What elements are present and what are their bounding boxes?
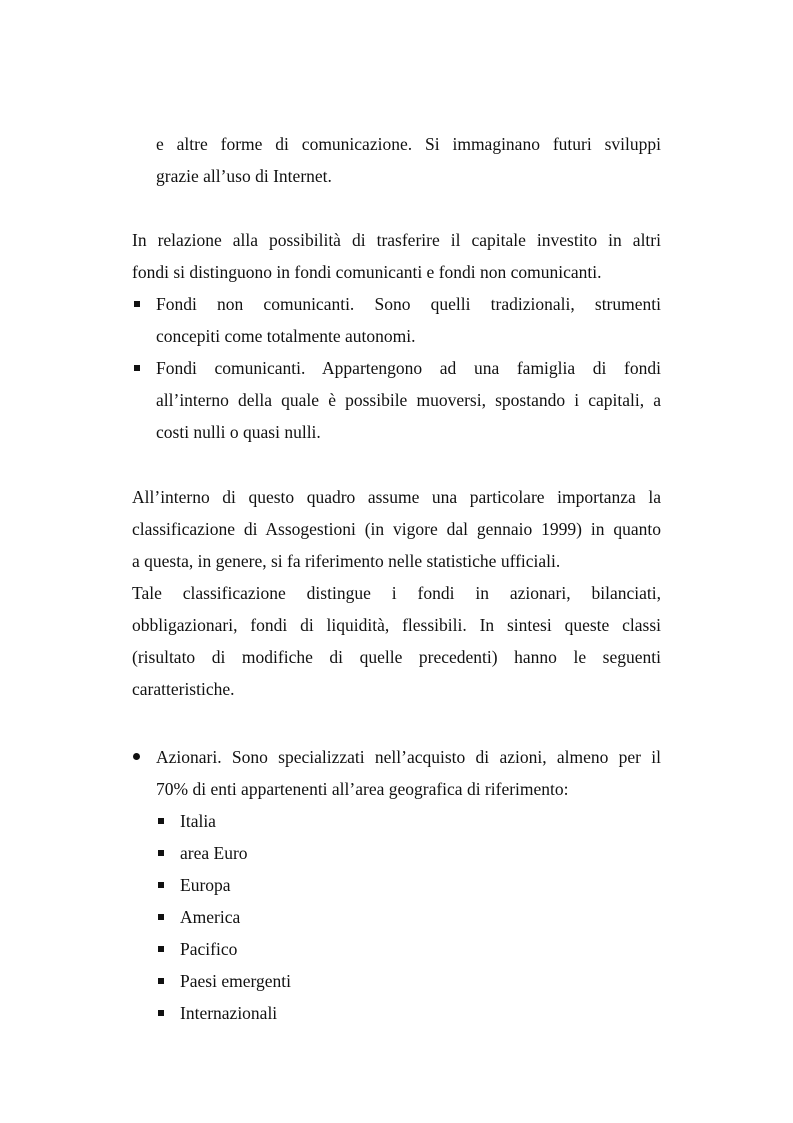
list-item bbox=[156, 901, 456, 933]
continuation-text bbox=[132, 128, 661, 192]
list-item bbox=[156, 933, 456, 965]
list-item bbox=[132, 741, 661, 805]
list-item bbox=[156, 837, 456, 869]
paragraph-communicating-funds bbox=[132, 224, 661, 288]
text-line: In relazione alla possibilità di trasferire il capitale investito in altri bbox=[132, 230, 661, 250]
bullet-list-fund-types bbox=[132, 288, 661, 448]
area-label: America bbox=[180, 907, 241, 927]
text-line: 70% di enti appartenenti all’area geografica di riferimento: bbox=[156, 779, 569, 799]
square-bullet-icon bbox=[134, 365, 140, 371]
text-line: e altre forme di comunicazione. Si immaginano futuri sviluppi bbox=[156, 134, 661, 154]
list-item bbox=[132, 288, 661, 352]
area-label: Italia bbox=[180, 811, 216, 831]
text-line: Fondi non comunicanti. Sono quelli tradizionali, strumenti bbox=[156, 294, 661, 314]
square-bullet-icon bbox=[158, 818, 164, 824]
text-line: concepiti come totalmente autonomi. bbox=[156, 326, 416, 346]
text-line: fondi si distinguono in fondi comunicanti e fondi non comunicanti. bbox=[132, 262, 602, 282]
square-bullet-icon bbox=[158, 882, 164, 888]
square-bullet-icon bbox=[158, 1010, 164, 1016]
area-label: area Euro bbox=[180, 843, 248, 863]
square-bullet-icon bbox=[134, 301, 140, 307]
square-bullet-icon bbox=[158, 850, 164, 856]
round-bullet-icon bbox=[133, 753, 140, 760]
paragraph-assogestioni bbox=[132, 481, 661, 705]
text-line: classificazione di Assogestioni (in vigore dal gennaio 1999) in quanto bbox=[132, 519, 661, 539]
list-item bbox=[156, 997, 456, 1029]
bullet-azionari bbox=[132, 741, 661, 805]
text-line: Azionari. Sono specializzati nell’acquisto di azioni, almeno per il bbox=[156, 747, 661, 767]
list-item bbox=[132, 352, 661, 448]
list-item bbox=[156, 965, 456, 997]
area-label: Internazionali bbox=[180, 1003, 278, 1023]
text-line: grazie all’uso di Internet. bbox=[156, 166, 332, 186]
list-item bbox=[156, 805, 456, 837]
square-bullet-icon bbox=[158, 914, 164, 920]
text-line: Fondi comunicanti. Appartengono ad una famiglia di fondi bbox=[156, 358, 661, 378]
text-line: costi nulli o quasi nulli. bbox=[156, 422, 321, 442]
geographic-area-list bbox=[156, 805, 456, 1029]
area-label: Europa bbox=[180, 875, 231, 895]
square-bullet-icon bbox=[158, 978, 164, 984]
list-item bbox=[156, 869, 456, 901]
area-label: Paesi emergenti bbox=[180, 971, 291, 991]
square-bullet-icon bbox=[158, 946, 164, 952]
area-label: Pacifico bbox=[180, 939, 238, 959]
text-line: a questa, in genere, si fa riferimento nelle statistiche ufficiali. bbox=[132, 551, 561, 571]
text-line: Tale classificazione distingue i fondi in azionari, bilanciati, bbox=[132, 583, 661, 603]
text-line: All’interno di questo quadro assume una particolare importanza la bbox=[132, 487, 661, 507]
text-line: (risultato di modifiche di quelle precedenti) hanno le seguenti bbox=[132, 647, 661, 667]
text-line: all’interno della quale è possibile muoversi, spostando i capitali, a bbox=[156, 390, 661, 410]
text-line: obbligazionari, fondi di liquidità, flessibili. In sintesi queste classi bbox=[132, 615, 661, 635]
text-line: caratteristiche. bbox=[132, 679, 235, 699]
